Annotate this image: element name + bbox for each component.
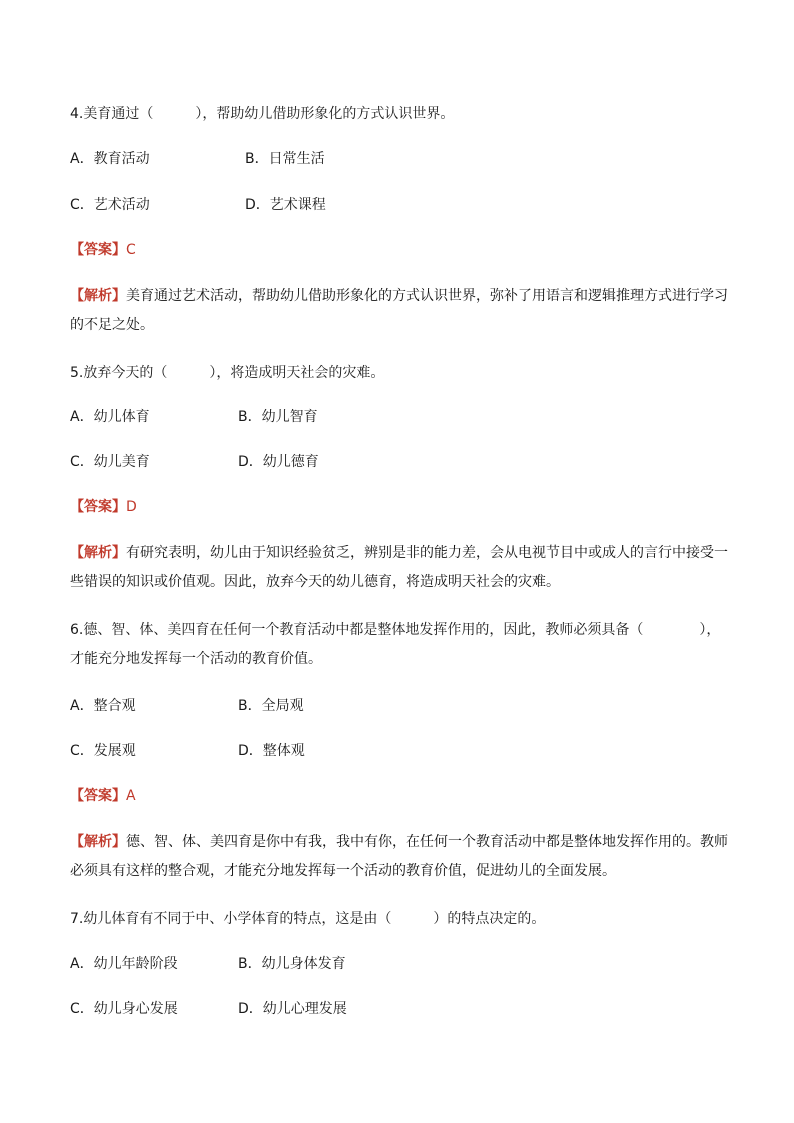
answer-value: D xyxy=(126,499,137,515)
question-6-option-c: C．发展观 xyxy=(70,743,136,759)
answer-tag: 【答案】 xyxy=(70,788,126,804)
question-5-option-d: D．幼儿德育 xyxy=(238,454,319,470)
question-7-option-a: A．幼儿年龄阶段 xyxy=(70,956,178,972)
explanation-text: 德、智、体、美四育是你中有我，我中有你，在任何一个教育活动中都是整体地发挥作用的。教师必须具有这样的整合观，才能充分地发挥每一个活动的教育价值，促进幼儿的全面发展。 xyxy=(70,834,728,879)
explanation-tag: 【解析】 xyxy=(70,288,126,304)
answer-tag: 【答案】 xyxy=(70,499,126,515)
question-7-stem: 7.幼儿体育有不同于中、小学体育的特点，这是由（ ）的特点决定的。 xyxy=(70,911,546,927)
question-5-answer xyxy=(70,497,137,517)
question-4-option-d: D．艺术课程 xyxy=(245,197,326,213)
explanation-text: 美育通过艺术活动，帮助幼儿借助形象化的方式认识世界，弥补了用语言和逻辑推理方式进行学习的不足之处。 xyxy=(70,288,728,333)
question-4-answer xyxy=(70,240,136,260)
explanation-tag: 【解析】 xyxy=(70,834,126,850)
question-4-option-a: A．教育活动 xyxy=(70,151,150,167)
question-5-option-b: B．幼儿智育 xyxy=(238,409,318,425)
question-6-option-a: A．整合观 xyxy=(70,698,136,714)
explanation-text: 有研究表明，幼儿由于知识经验贫乏，辨别是非的能力差，会从电视节目中或成人的言行中接受一些错误的知识或价值观。因此，放弃今天的幼儿德育，将造成明天社会的灾难。 xyxy=(70,545,728,590)
question-6-option-d: D．整体观 xyxy=(238,743,305,759)
question-4-stem: 4.美育通过（ ），帮助幼儿借助形象化的方式认识世界。 xyxy=(70,106,455,122)
question-5-explanation xyxy=(70,539,732,597)
explanation-tag: 【解析】 xyxy=(70,545,126,561)
question-7-option-c: C．幼儿身心发展 xyxy=(70,1001,178,1017)
question-6-stem: 6.德、智、体、美四育在任何一个教育活动中都是整体地发挥作用的，因此，教师必须具备（ ），才能充分地发挥每一个活动的教育价值。 xyxy=(70,622,721,667)
question-6-option-b: B．全局观 xyxy=(238,698,304,714)
answer-tag: 【答案】 xyxy=(70,242,126,258)
answer-value: C xyxy=(126,242,136,258)
question-4-option-b: B．日常生活 xyxy=(245,151,325,167)
question-4-explanation xyxy=(70,282,732,340)
question-5-option-a: A．幼儿体育 xyxy=(70,409,150,425)
question-5-option-c: C．幼儿美育 xyxy=(70,454,150,470)
question-7-option-d: D．幼儿心理发展 xyxy=(238,1001,347,1017)
question-6-explanation xyxy=(70,828,732,886)
question-7-option-b: B．幼儿身体发育 xyxy=(238,956,346,972)
answer-value: A xyxy=(126,788,136,804)
question-6-answer xyxy=(70,786,136,806)
question-4-option-c: C．艺术活动 xyxy=(70,197,150,213)
question-5-stem: 5.放弃今天的（ ），将造成明天社会的灾难。 xyxy=(70,365,385,381)
